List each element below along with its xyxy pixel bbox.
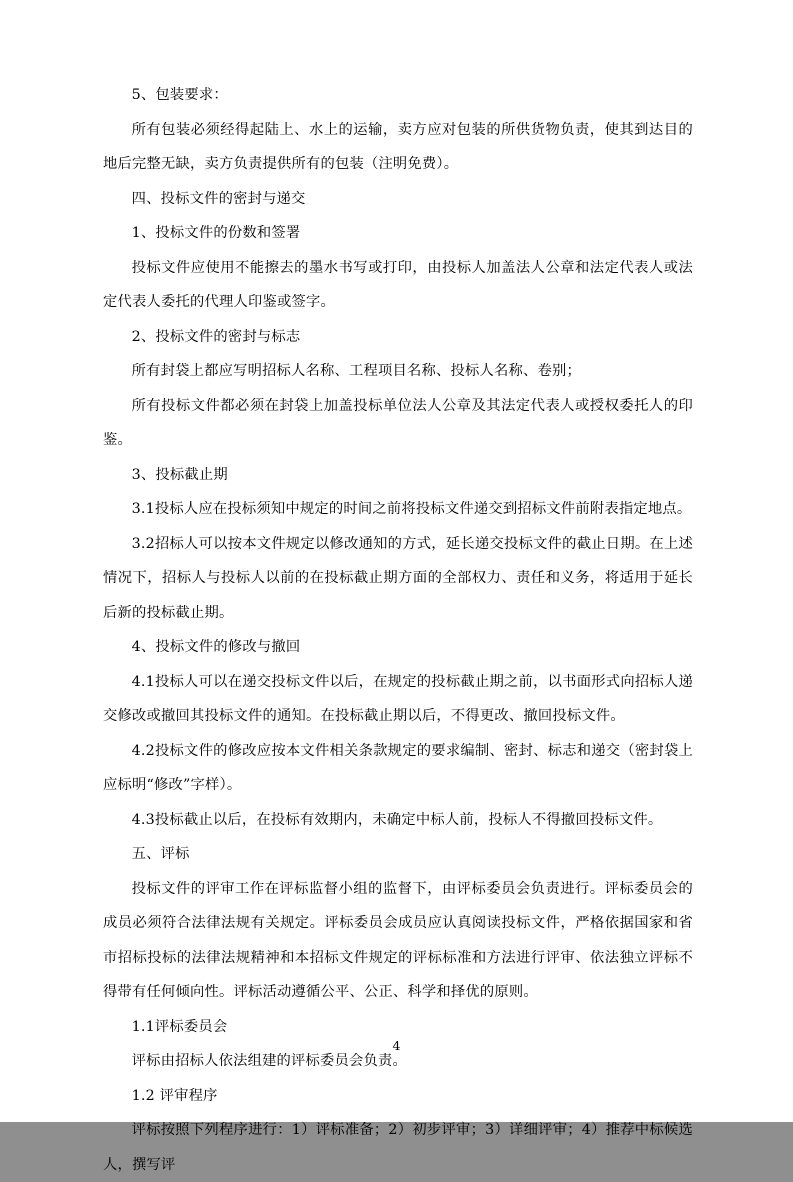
paragraph: 1.2 评审程序: [131, 1087, 218, 1104]
paragraph: 3、投标截止期: [131, 466, 228, 483]
paragraph: 2、投标文件的密封与标志: [131, 328, 301, 345]
paragraph: 4.1投标人可以在递交投标文件以后，在规定的投标截止期之前，以书面形式向招标人递交修改或撤回其投标文件的通知。在投标截止期以后，不得更改、撤回投标文件。: [103, 673, 693, 724]
paragraph: 五、评标: [131, 846, 190, 862]
paragraph: 1.1评标委员会: [131, 1018, 228, 1035]
paragraph: 3.1投标人应在投标须知中规定的时间之前将投标文件递交到招标文件前附表指定地点。: [131, 501, 692, 517]
paragraph: 投标文件应使用不能擦去的墨水书写或打印，由投标人加盖法人公章和法定代表人或法定代表人委托的代理人印鉴或签字。: [103, 259, 693, 310]
page-body: [103, 78, 693, 1182]
paragraph: 4.2投标文件的修改应按本文件相关条款规定的要求编制、密封、标志和递交（密封袋上应标明“修改”字样）。: [103, 742, 693, 793]
page-number: 4: [392, 1038, 401, 1053]
paragraph: 评标由招标人依法组建的评标委员会负责。: [131, 1053, 408, 1069]
paragraph: 所有包装必须经得起陆上、水上的运输，卖方应对包装的所供货物负责，使其到达目的地后完整无缺，卖方负责提供所有的包装（注明免费）。: [103, 121, 693, 172]
paragraph: 1、投标文件的份数和签署: [131, 225, 301, 241]
paragraph: 5、包装要求：: [131, 87, 228, 103]
paragraph: 4、投标文件的修改与撤回: [131, 639, 301, 655]
paragraph: 4.3投标截止以后，在投标有效期内，未确定中标人前，投标人不得撤回投标文件。: [131, 811, 663, 828]
paragraph: 3.2招标人可以按本文件规定以修改通知的方式，延长递交投标文件的截止日期。在上述情况下，招标人与投标人以前的在投标截止期方面的全部权力、责任和义务，将适用于延长后新的投标截止期。: [103, 535, 693, 621]
paragraph: 四、投标文件的密封与递交: [131, 190, 306, 207]
paragraph: 评标按照下列程序进行：1）评标准备；2）初步评审；3）详细评审；4）推荐中标候选人，撰写评: [103, 1122, 693, 1173]
paragraph: 投标文件的评审工作在评标监督小组的监督下，由评标委员会负责进行。评标委员会的成员必须符合法律法规有关规定。评标委员会成员应认真阅读投标文件，严格依据国家和省市招标投标的法律法规精神和本招标文件规定的评标标准和方法进行评审、依法独立评标不得带有任何倾向性。评标活动遵循公平、公正、科学和择优的原则。: [103, 880, 693, 1000]
paragraph: 所有封袋上都应写明招标人名称、工程项目名称、投标人名称、卷别；: [131, 363, 581, 379]
paragraph: 所有投标文件都必须在封袋上加盖投标单位法人公章及其法定代表人或授权委托人的印鉴。: [103, 397, 693, 448]
